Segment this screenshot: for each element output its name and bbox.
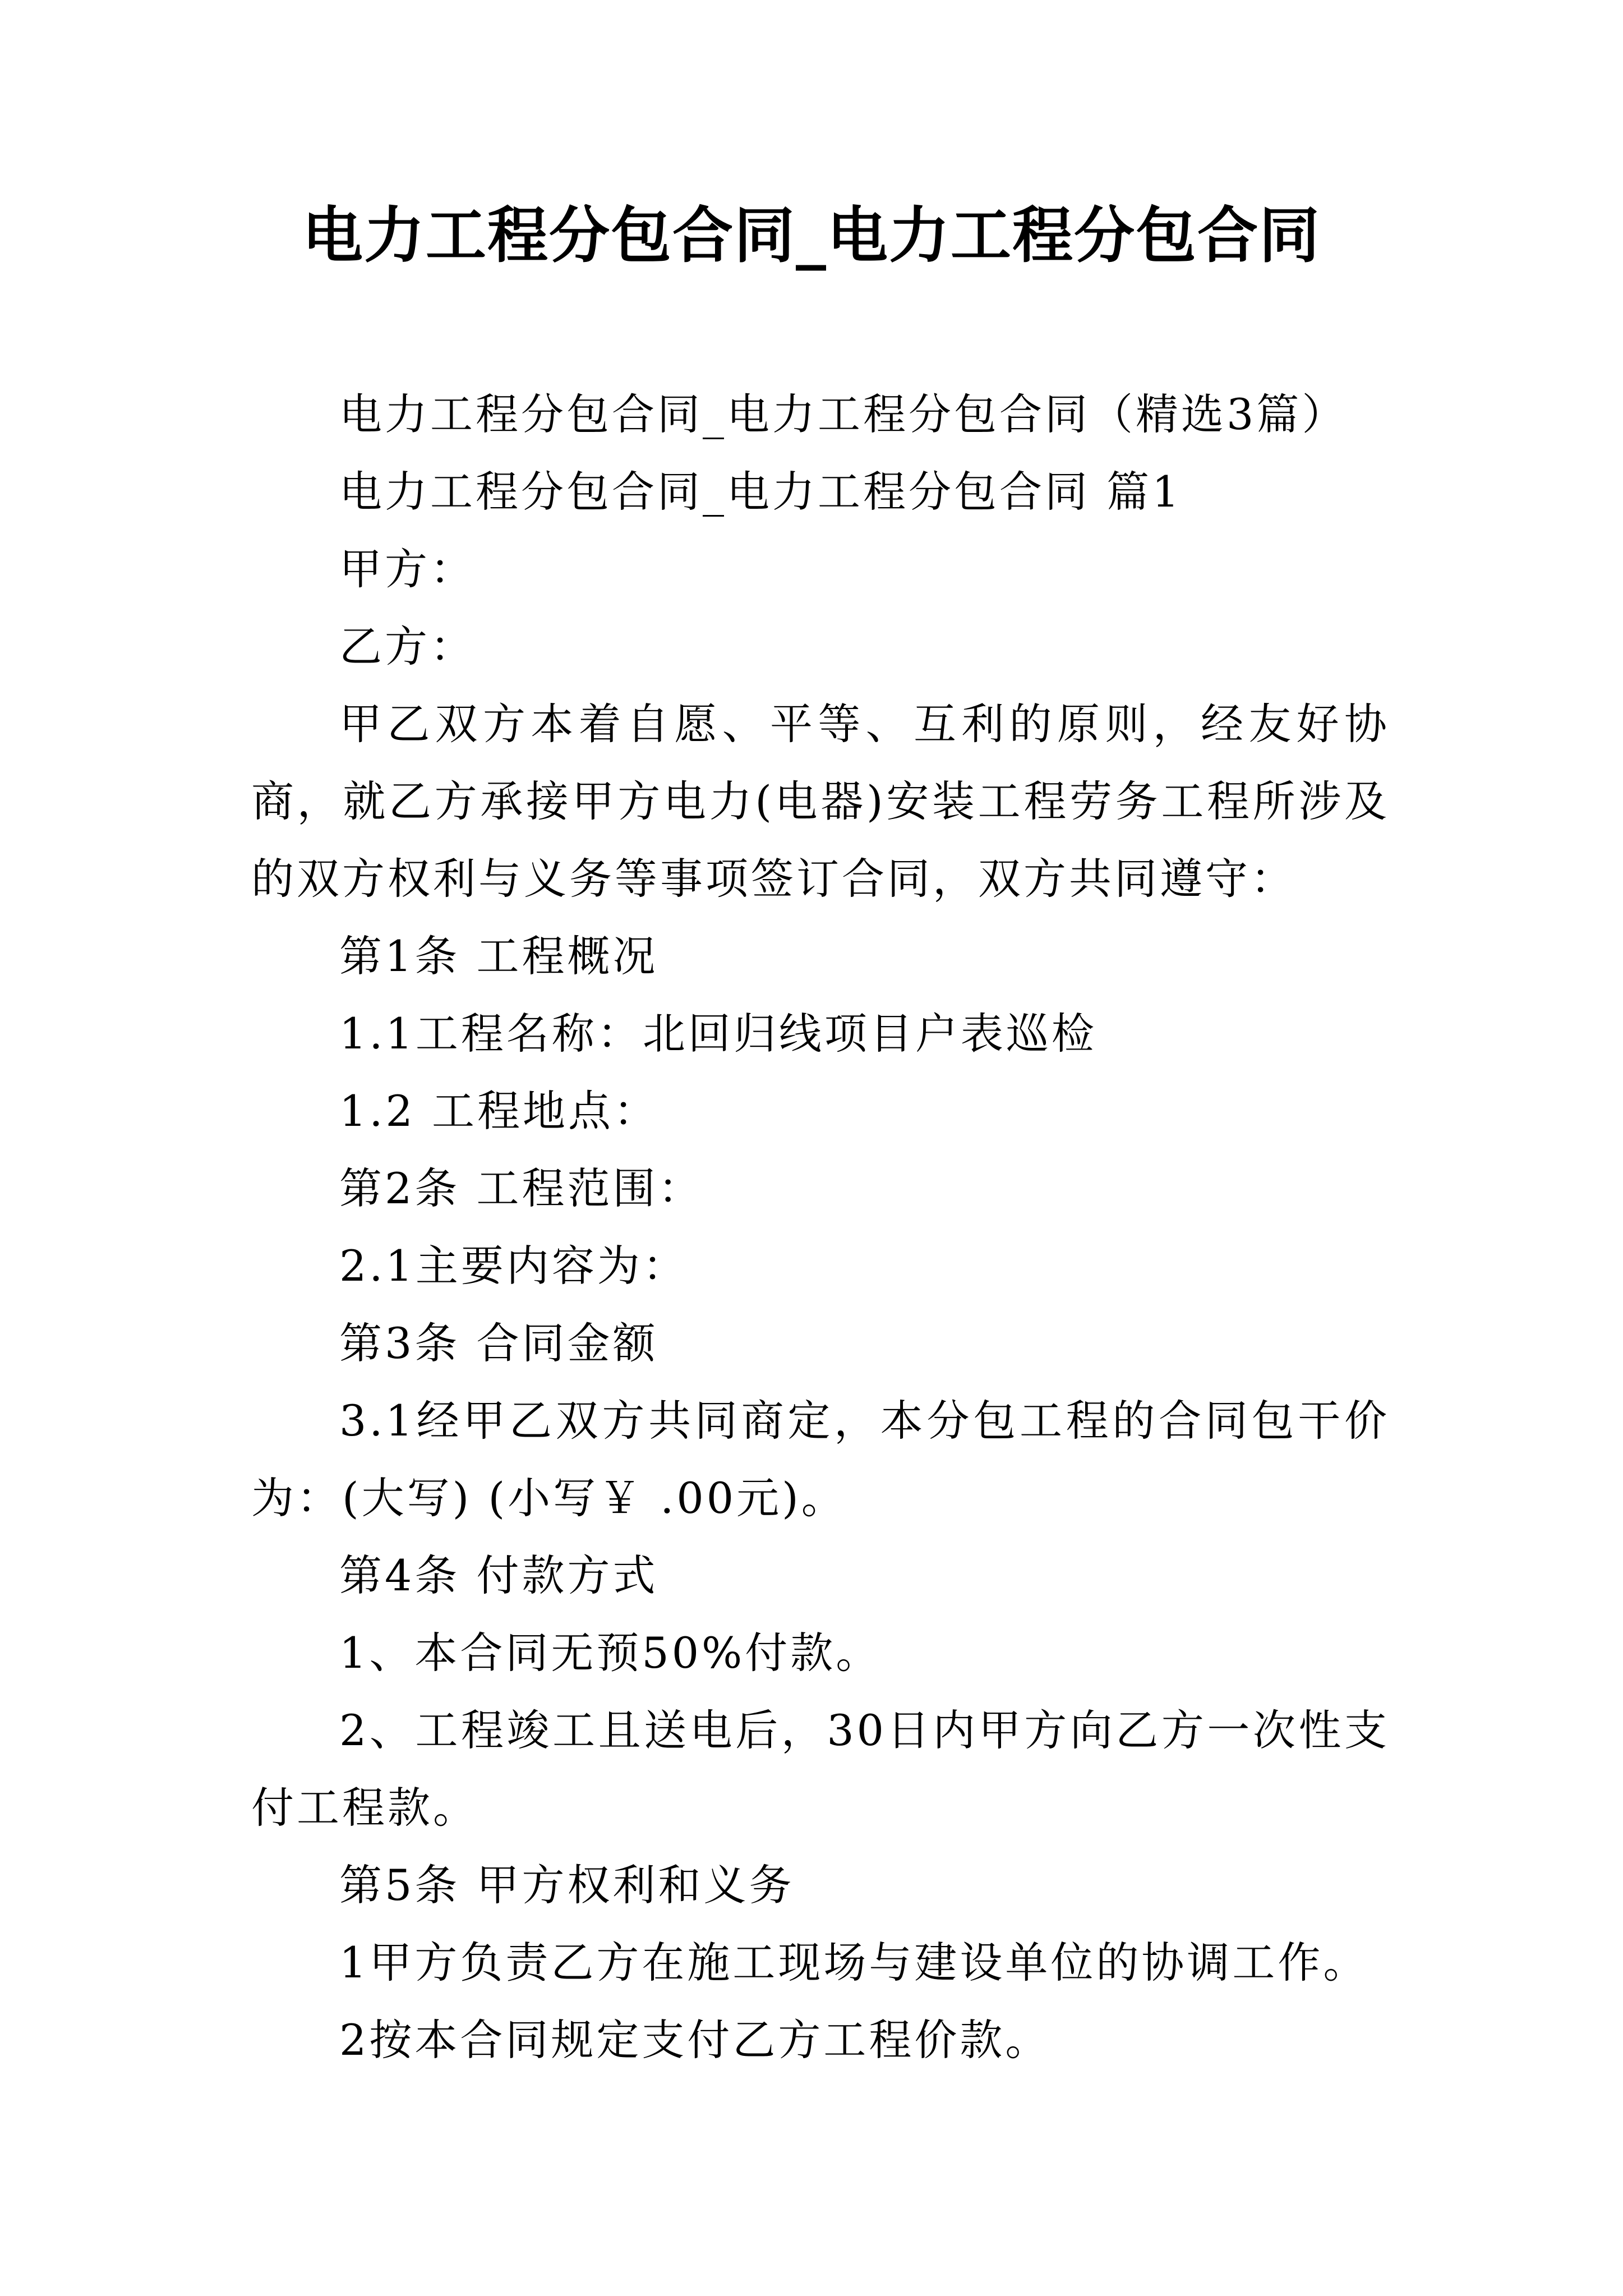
document-title: 电力工程分包合同_电力工程分包合同 — [302, 200, 1321, 271]
paragraph-obligation-2: 2按本合同规定支付乙方工程价款。 — [339, 2015, 1051, 2065]
paragraph-party-b: 乙方： — [339, 622, 476, 671]
paragraph-project-location: 1.2 工程地点： — [339, 1086, 660, 1136]
paragraph-contract-price: 3.1经甲乙双方共同商定，本分包工程的合同包干价为：(大写) (小写￥ .00元)。 — [251, 1396, 1390, 1523]
paragraph-payment-2: 2、工程竣工且送电后，30日内甲方向乙方一次性支付工程款。 — [251, 1705, 1390, 1833]
paragraph-project-name: 1.1工程名称：北回归线项目户表巡检 — [339, 1009, 1097, 1059]
paragraph-subtitle: 电力工程分包合同_电力工程分包合同（精选3篇） — [339, 389, 1348, 439]
paragraph-article-4: 第4条 付款方式 — [339, 1550, 658, 1600]
paragraph-chapter-heading: 电力工程分包合同_电力工程分包合同 篇1 — [339, 467, 1182, 517]
paragraph-main-content: 2.1主要内容为： — [339, 1241, 688, 1291]
paragraph-preamble: 甲乙双方本着自愿、平等、互利的原则，经友好协商，就乙方承接甲方电力(电器)安装工程劳务工程所涉及的双方权利与义务等事项签订合同，双方共同遵守： — [251, 699, 1390, 904]
paragraph-article-3: 第3条 合同金额 — [339, 1318, 658, 1368]
paragraph-party-a: 甲方： — [339, 544, 476, 594]
document-body — [251, 376, 1390, 2079]
paragraph-article-5: 第5条 甲方权利和义务 — [339, 1860, 795, 1910]
paragraph-payment-1: 1、本合同无预50%付款。 — [339, 1628, 882, 1678]
paragraph-article-2: 第2条 工程范围： — [339, 1163, 704, 1213]
paragraph-obligation-1: 1甲方负责乙方在施工现场与建设单位的协调工作。 — [339, 1938, 1369, 1987]
paragraph-article-1: 第1条 工程概况 — [339, 931, 658, 981]
